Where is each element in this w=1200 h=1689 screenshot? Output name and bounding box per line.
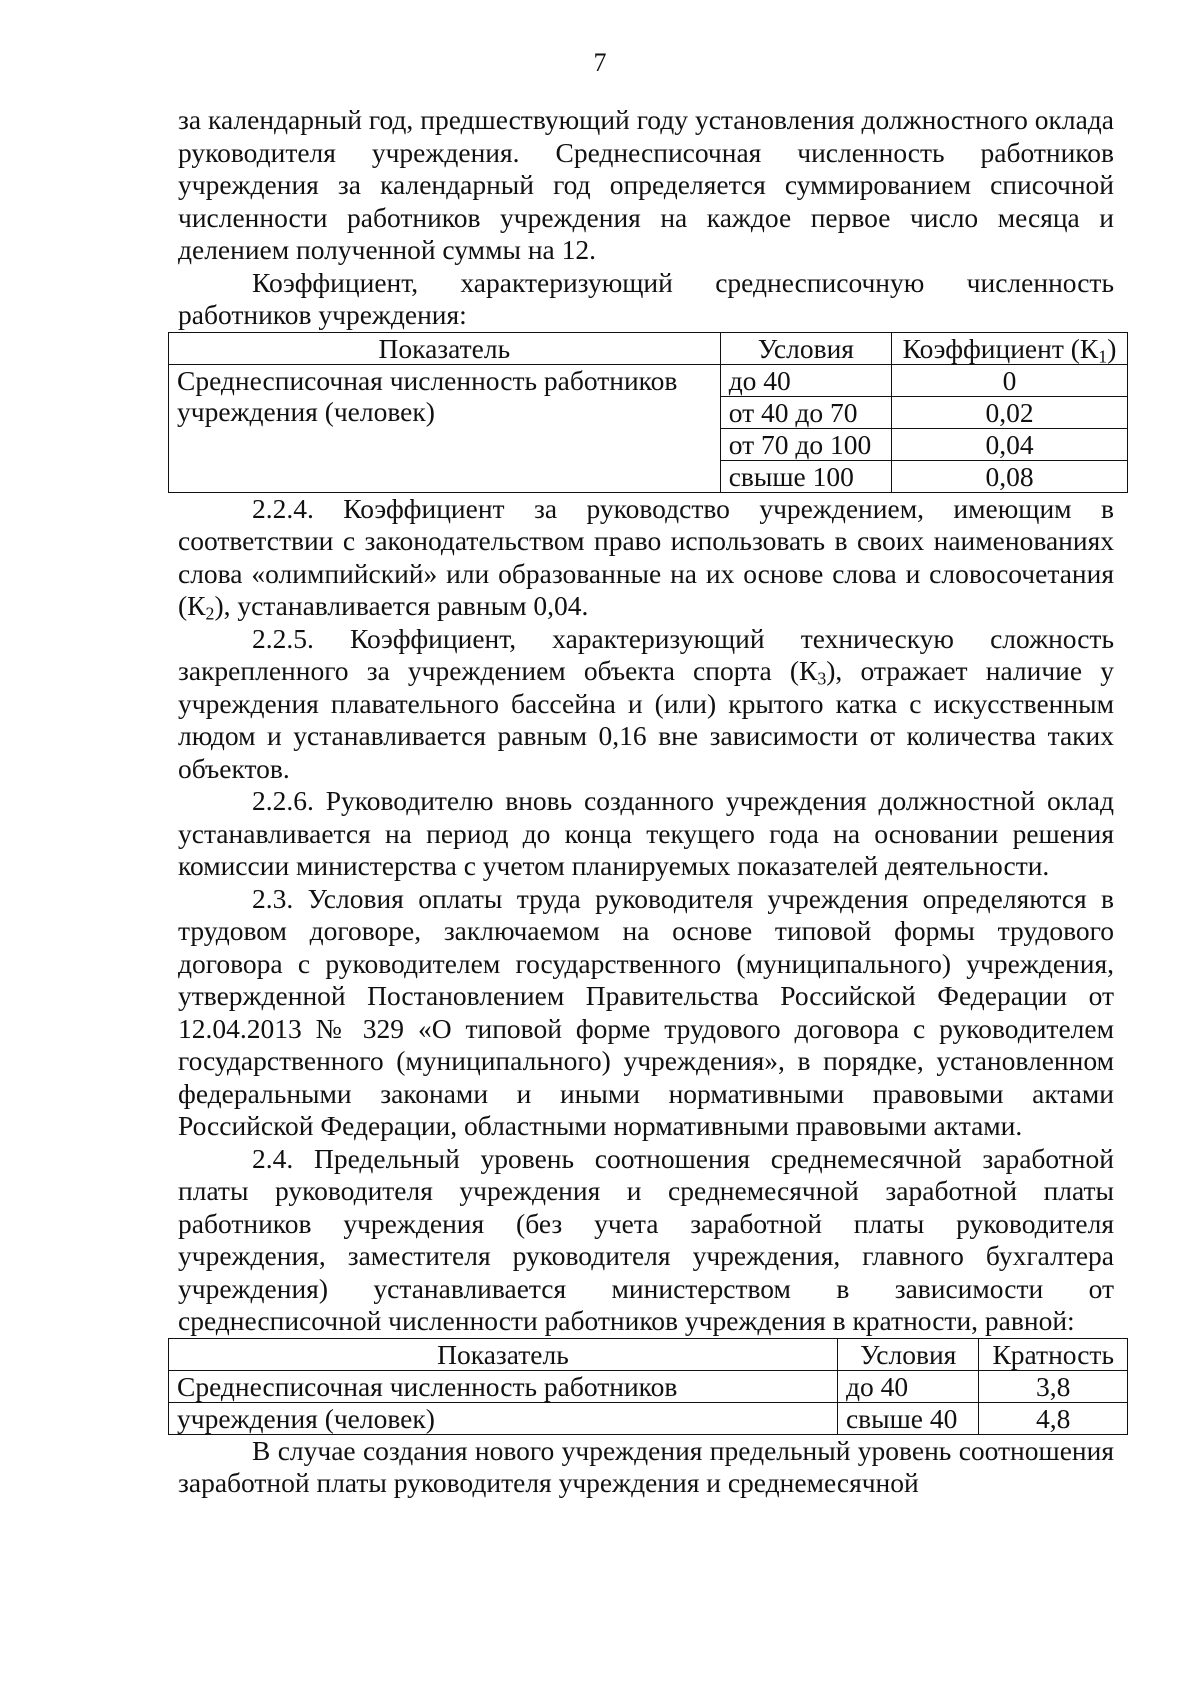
indicator-cell-line1: Среднесписочная численность работников: [169, 1370, 838, 1402]
condition-cell: до 40: [720, 364, 891, 396]
table-header-row: [169, 332, 1128, 364]
header-conditions: Условия: [837, 1338, 979, 1370]
header-indicator: Показатель: [169, 332, 721, 364]
document-body: [177, 104, 1117, 1500]
table-row: [169, 1402, 1128, 1434]
condition-cell: до 40: [837, 1370, 979, 1402]
condition-cell: от 40 до 70: [720, 396, 891, 428]
value-cell: 0,04: [892, 428, 1128, 460]
condition-cell: от 70 до 100: [720, 428, 891, 460]
condition-cell: свыше 40: [837, 1402, 979, 1434]
paragraph-2-3: 2.3. Условия оплаты труда руководителя учреждения определяются в трудовом договоре, заключаемом на основе типовой формы трудового договора с руководителем государственного (муниципального) учреждения, утвержденной Постановлением Правительства Российской Федерации от 12.04.2013 № 329 «О типовой форме трудового договора с руководителем государственного (муниципального) учреждения», в порядке, установленном федеральными законами и иными нормативными правовыми актами Российской Федерации, областными нормативными правовыми актами.: [178, 882, 1114, 1141]
page-number: 7: [593, 48, 607, 77]
value-cell: 0,02: [892, 396, 1128, 428]
paragraph-2-4: 2.4. Предельный уровень соотношения среднемесячной заработной платы руководителя учреждения и среднемесячной заработной платы работников учреждения (без учета заработной платы руководителя учреждения, заместителя руководителя учреждения, главного бухгалтера учреждения) устанавливается министерством в зависимости от среднесписочной численности работников учреждения в кратности, равной:: [178, 1142, 1114, 1336]
paragraph-final: В случае создания нового учреждения предельный уровень соотношения заработной платы руководителя учреждения и среднемесячной: [178, 1434, 1114, 1498]
paragraph-2-2-6: 2.2.6. Руководителю вновь созданного учреждения должностной оклад устанавливается на период до конца текущего года на основании решения комиссии министерства с учетом планируемых показателей деятельности.: [178, 785, 1114, 881]
paragraph-k1-caption: Коэффициент, характеризующий среднесписочную численность работников учреждения:: [178, 266, 1114, 330]
value-cell: 0: [892, 364, 1128, 396]
value-cell: 0,08: [892, 460, 1128, 492]
condition-cell: свыше 100: [720, 460, 891, 492]
indicator-cell: Среднесписочная численность работников учреждения (человек): [169, 364, 721, 492]
value-cell: 4,8: [979, 1402, 1128, 1434]
table-row: [169, 364, 1128, 396]
header-ratio: Кратность: [979, 1338, 1128, 1370]
paragraph-2-2-4: 2.2.4. Коэффициент за руководство учреждением, имеющим в соответствии с законодательством право использовать в своих наименованиях слова «олимпийский» или образованные на их основе слова и словосочетания $(К_2)$, устанавливается равным 0,04.: [178, 492, 1114, 624]
indicator-cell-line2: учреждения (человек): [169, 1402, 838, 1434]
paragraph-intro: за календарный год, предшествующий году установления должностного оклада руководителя учреждения. Среднесписочная численность работников учреждения за календарный год определяется суммированием списочной численности работников учреждения на каждое первое число месяца и делением полученной суммы на 12.: [178, 104, 1114, 265]
table-row: [169, 1370, 1128, 1402]
paragraph-2-2-5: 2.2.5. Коэффициент, характеризующий техническую сложность закрепленного за учреждением объекта спорта $(К_3)$, отражает наличие у учреждения плавательного бассейна и (или) крытого катка с искусственным людом и устанавливается равным 0,16 вне зависимости от количества таких объектов.: [178, 622, 1114, 784]
value-cell: 3,8: [979, 1370, 1128, 1402]
salary-ratio-table: [168, 1338, 1128, 1435]
header-indicator: Показатель: [169, 1338, 838, 1370]
k1-coefficient-table: [168, 332, 1128, 493]
header-coefficient: Коэффициент $(К_1)$: [892, 332, 1128, 364]
header-conditions: Условия: [720, 332, 891, 364]
table-header-row: [169, 1338, 1128, 1370]
